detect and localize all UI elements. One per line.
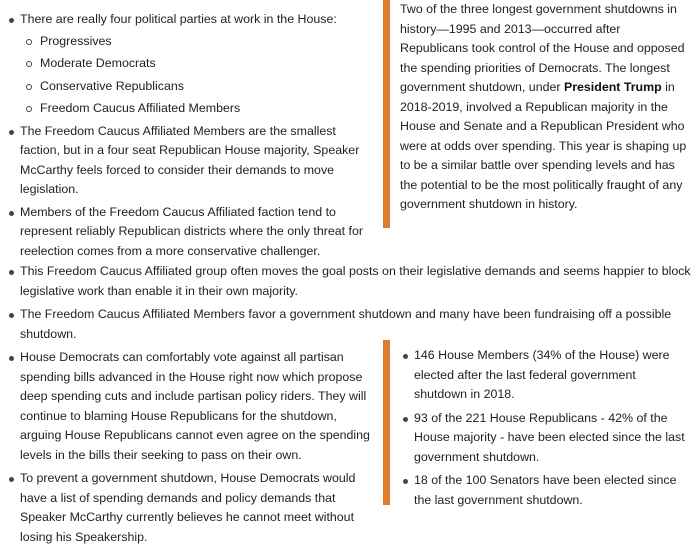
intro-text: There are really four political parties at work in the House:	[20, 12, 337, 26]
bullet-text: House Democrats can comfortably vote against all partisan spending bills advanced in the House right now which propose deep spending cuts and include partisan policy riders. They will continue to blaming House Republicans for the shutdown, arguing House Republicans cannot even agree on the spending levels in the bills their seeking to pass on their own.	[20, 350, 370, 462]
callout-bold-name: President Trump	[563, 80, 662, 94]
stat-text: 146 House Members (34% of the House) were elected after the last federal government shutdown in 2018.	[414, 348, 670, 401]
stat-text: 18 of the 100 Senators have been elected since the last government shutdown.	[414, 473, 677, 507]
bullet-text: To prevent a government shutdown, House Democrats would have a list of spending demands and policy demands that Speaker McCarthy currently believes he cannot meet without losing his Speakership.	[20, 471, 356, 544]
middle-list	[2, 262, 692, 344]
party-label: Freedom Caucus Affiliated Members	[40, 101, 241, 115]
list-item-house-democrats	[2, 348, 370, 465]
list-item-prevent-shutdown	[2, 469, 370, 547]
list-item-freedom-caucus-smallest	[2, 122, 370, 200]
party-label: Moderate Democrats	[40, 56, 156, 70]
stat-item-house-republicans	[396, 409, 688, 468]
bottom-left-list	[2, 348, 370, 547]
list-item-intro	[2, 10, 370, 30]
stat-text: 93 of the 221 House Republicans - 42% of the House majority - have been elected since the last government shutdown.	[414, 410, 685, 464]
bullet-text: The Freedom Caucus Affiliated Members favor a government shutdown and many have been fundraising off a possible shutdown.	[20, 307, 672, 341]
stat-item-house-members	[396, 346, 688, 405]
list-item-favor-shutdown	[2, 305, 692, 344]
callout-text-part: in 2018-2019, involved a Republican majority in the House and Senate and a Republican President who were at odds over spending. This year is shaping up to be a similar battle over spending levels and has the potential to be the most politically fraught of any government shutdown in history.	[400, 80, 687, 211]
party-item-conservative-republicans	[2, 77, 370, 97]
party-label: Conservative Republicans	[40, 78, 184, 93]
bullet-text: The Freedom Caucus Affiliated Members are the smallest faction, but in a four seat Republican House majority, Speaker McCarthy feels forced to consider their demands to move legislation.	[20, 123, 360, 196]
party-item-progressives	[2, 32, 370, 52]
stat-item-senators	[396, 471, 688, 510]
list-item-freedom-caucus-districts	[2, 203, 370, 262]
stats-list	[396, 346, 688, 510]
stats-accent-bar	[383, 340, 390, 505]
shutdown-history-callout	[400, 0, 690, 215]
party-label: Progressives	[40, 33, 112, 48]
callout-accent-bar	[383, 0, 390, 228]
list-item-goal-posts	[2, 262, 692, 301]
party-item-freedom-caucus	[2, 99, 370, 119]
top-left-list	[2, 10, 370, 261]
bullet-text: This Freedom Caucus Affiliated group often moves the goal posts on their legislative demands and seems happier to block legislative work than enable it in their own majority.	[20, 264, 691, 298]
party-item-moderate-democrats	[2, 54, 370, 74]
callout-text-part: Two of the three longest government shutdowns in history—1995 and 2013—occurred after Republicans took control of the House and opposed the spending priorities of Democrats. The longest government shutdown, under	[400, 2, 685, 94]
bullet-text: Members of the Freedom Caucus Affiliated faction tend to represent reliably Republican districts where the only threat for reelection comes from a more conservative challenger.	[20, 204, 363, 258]
